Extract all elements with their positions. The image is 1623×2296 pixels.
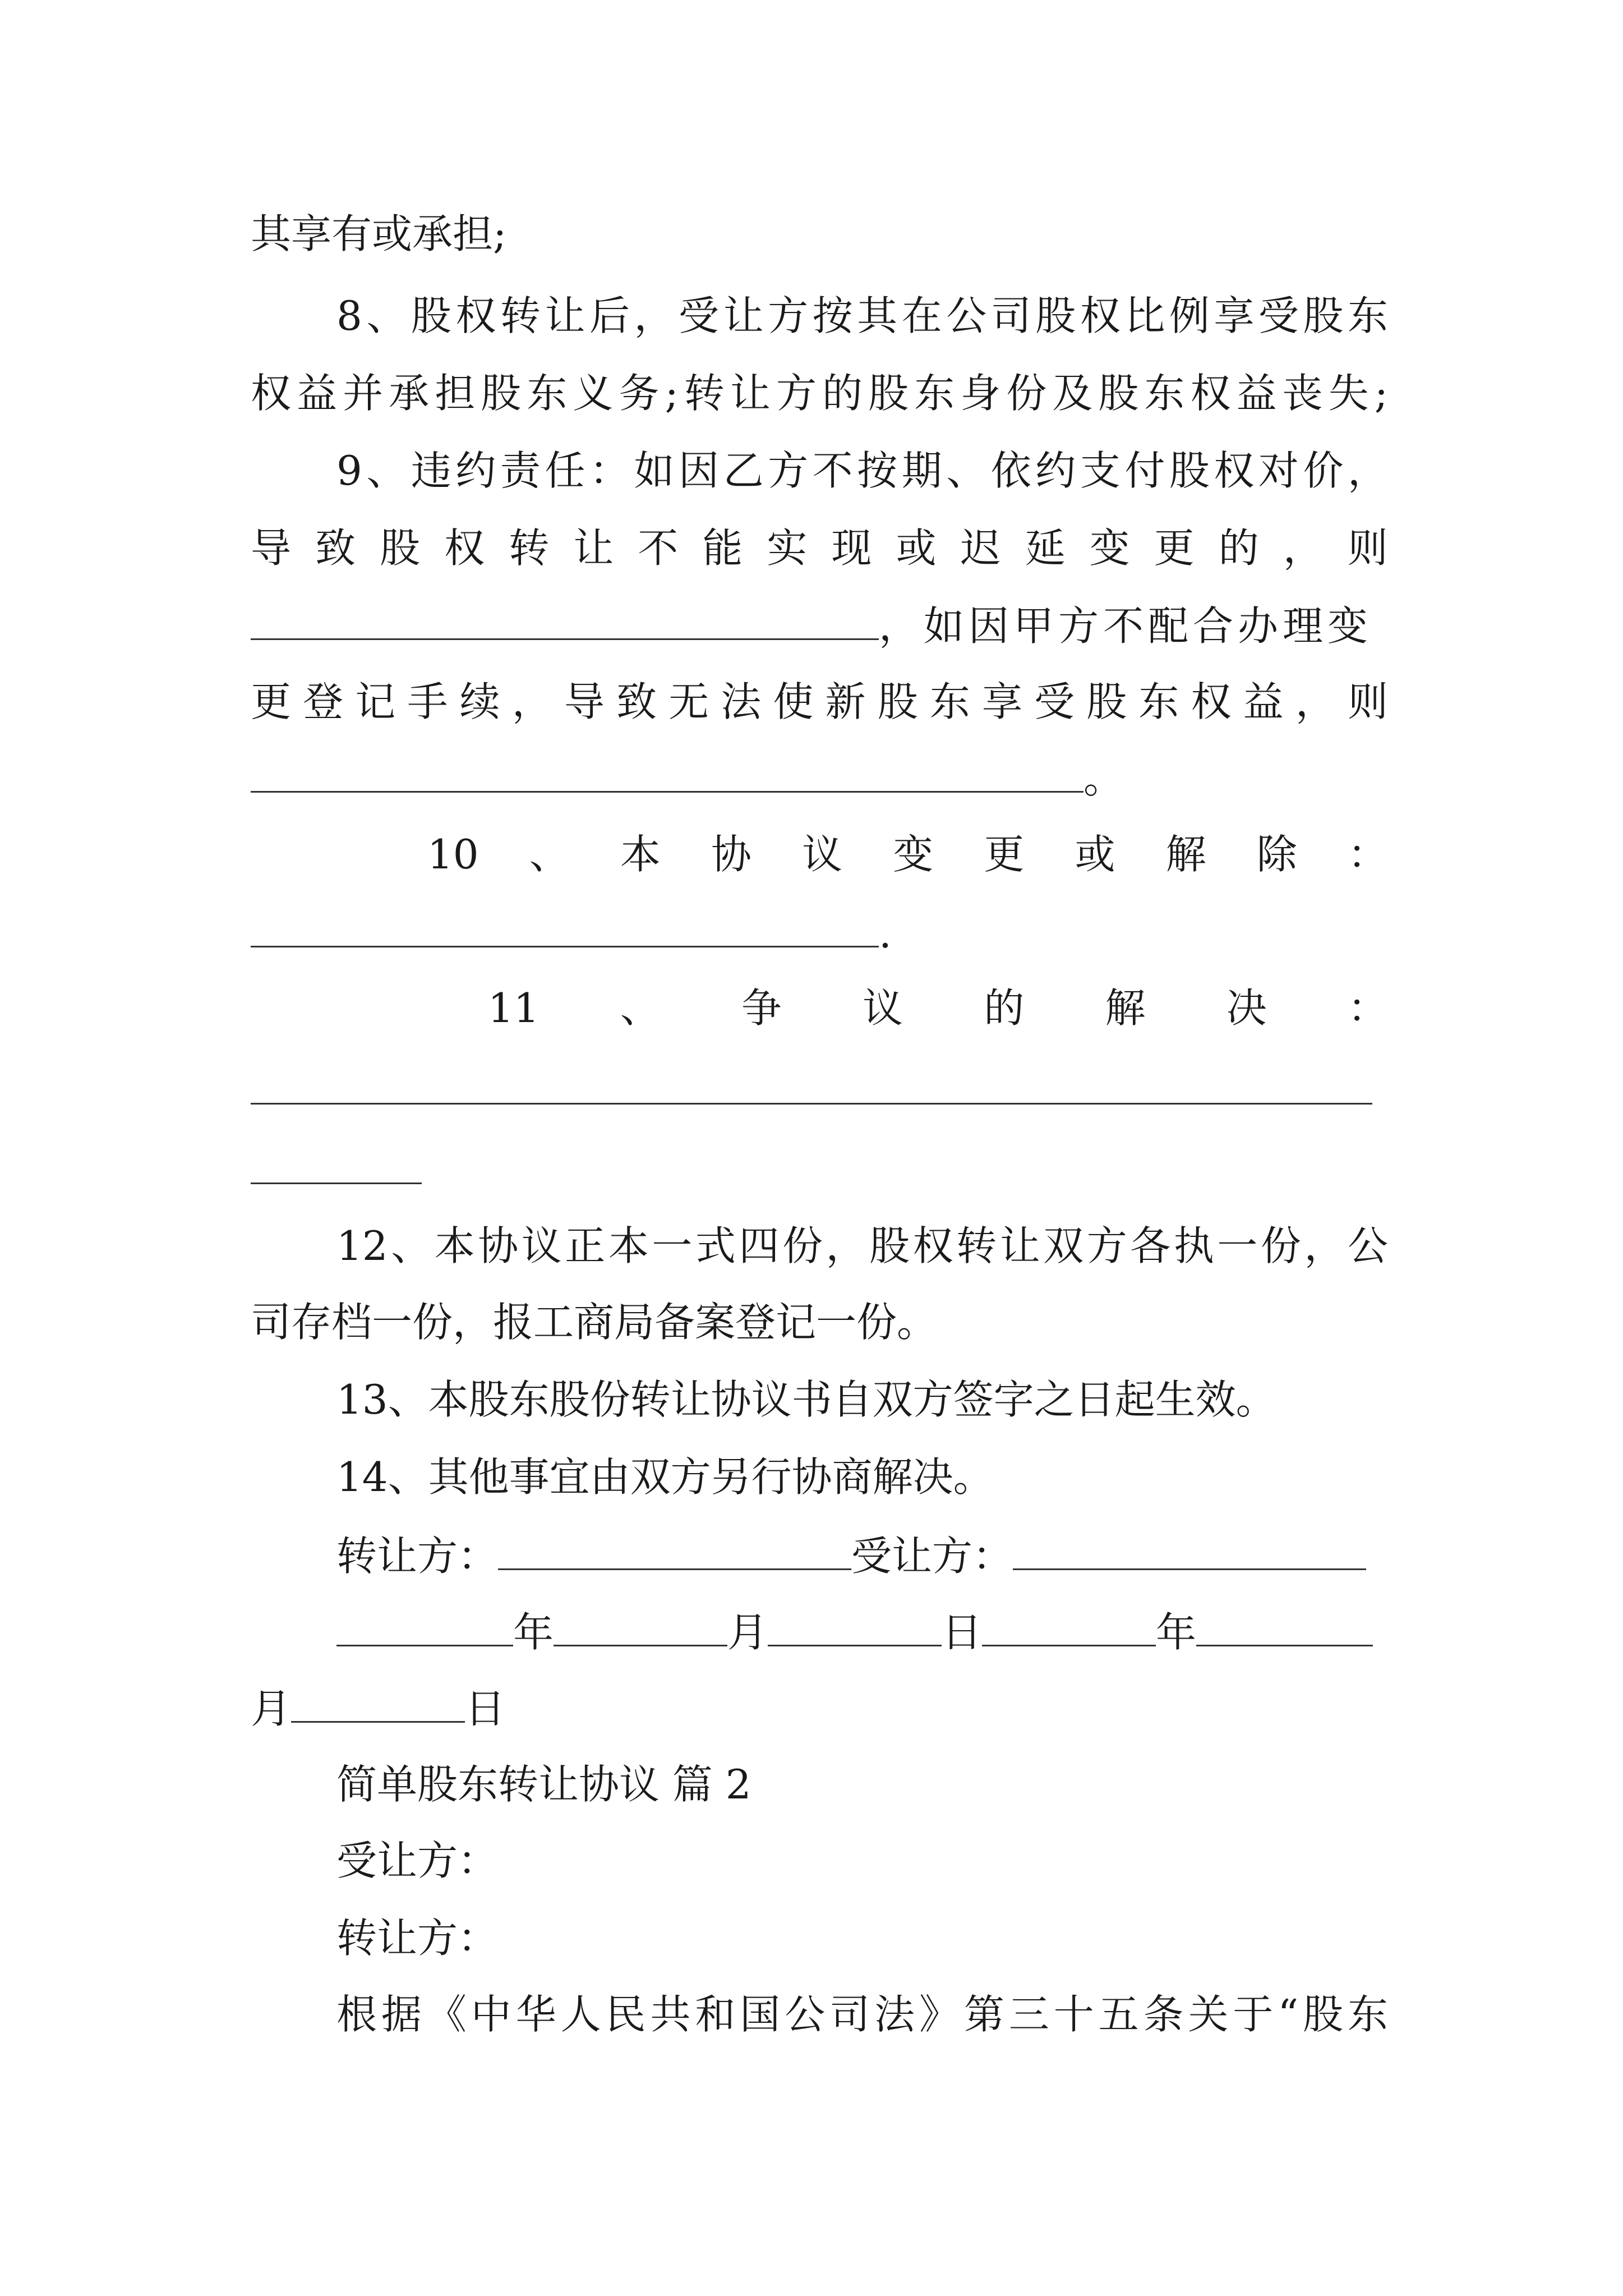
char: 解: [1165, 831, 1206, 878]
fill-in-blank[interactable]: [251, 599, 879, 640]
char: 或: [1075, 831, 1115, 878]
text-line: 其享有或承担;: [251, 210, 507, 257]
clause-9-line-2: [251, 523, 1388, 573]
char: 则: [1347, 678, 1388, 725]
char: 议: [863, 984, 903, 1032]
char: 股: [877, 678, 918, 725]
clause-9-line-1: 9、违约责任：如因乙方不按期、依约支付股权对价，: [336, 447, 1388, 494]
char: 转: [509, 524, 550, 572]
char: 的: [1218, 524, 1259, 572]
fill-in-blank-rule[interactable]: [251, 1182, 422, 1184]
month-blank[interactable]: [1196, 1605, 1373, 1646]
char: 登: [303, 678, 344, 725]
year-label: 年: [1156, 1609, 1197, 1656]
clause-8-line-1: 8、股权转让后，受让方按其在公司股权比例享受股东: [336, 292, 1388, 339]
preamble-line-1: 根据《中华人民共和国公司法》第三十五条关于“股东: [336, 1991, 1388, 2038]
char: 使: [773, 678, 814, 725]
char: 导: [251, 524, 292, 572]
char: 11: [488, 984, 540, 1032]
char: 更: [1154, 524, 1195, 572]
char: 更: [984, 831, 1025, 878]
clause-12-line-1: 12、本协议正本一式四份，股权转让双方各执一份，公: [336, 1222, 1388, 1269]
char: 法: [721, 678, 762, 725]
clause-9-line-5: [251, 752, 1388, 802]
day-label: 日: [942, 1609, 983, 1656]
year-blank[interactable]: [982, 1605, 1156, 1646]
month-label: 月: [727, 1609, 768, 1656]
day-label: 日: [465, 1685, 506, 1732]
char: 新: [825, 678, 866, 725]
char: ：: [1347, 831, 1388, 878]
char: 让: [573, 524, 614, 572]
char: 权: [444, 524, 485, 572]
char: 10: [427, 831, 479, 878]
clause-10-line-1: [427, 829, 1388, 880]
char: 实: [767, 524, 808, 572]
char: 的: [984, 984, 1025, 1032]
clause-9-line-4: [251, 677, 1388, 727]
year-label: 年: [513, 1609, 554, 1656]
char: 迟: [960, 524, 1001, 572]
fill-in-blank-rule[interactable]: [251, 1103, 1372, 1105]
char: 变: [893, 831, 934, 878]
party-transferor-label: 转让方：: [336, 1915, 499, 1962]
date-line-1: [336, 1605, 1388, 1656]
char: 致: [315, 524, 356, 572]
transferee-signature-blank[interactable]: [1013, 1529, 1366, 1570]
text-fragment: ，如因甲方不配合办理变: [879, 602, 1373, 650]
clause-11-line-1: [488, 983, 1388, 1033]
char: 东: [1138, 678, 1179, 725]
char: 享: [981, 678, 1022, 725]
date-line-2: [251, 1682, 1388, 1732]
char: 无: [668, 678, 709, 725]
char: 续: [459, 678, 500, 725]
fill-in-blank[interactable]: [251, 907, 879, 947]
year-blank[interactable]: [336, 1605, 513, 1646]
signature-line: [336, 1529, 1388, 1580]
text-fragment: 。: [1083, 755, 1124, 802]
char: 东: [929, 678, 970, 725]
char: 变: [1089, 524, 1130, 572]
char: 决: [1226, 984, 1267, 1032]
char: 更: [251, 678, 292, 725]
section-title: 简单股东转让协议 篇 2: [336, 1761, 751, 1808]
month-label: 月: [251, 1685, 292, 1732]
char: ，: [1283, 524, 1324, 572]
char: 、: [529, 831, 570, 878]
char: 权: [1191, 678, 1232, 725]
char: 议: [802, 831, 843, 878]
transferee-label: 受让方：: [851, 1533, 1013, 1580]
char: 则: [1347, 524, 1388, 572]
clause-13: 13、本股东股份转让协议书自双方签字之日起生效。: [336, 1376, 1276, 1423]
day-blank[interactable]: [291, 1682, 465, 1723]
text-fragment: .: [879, 910, 892, 957]
char: 股: [380, 524, 421, 572]
char: 致: [616, 678, 657, 725]
clause-10-line-2: [251, 907, 1388, 957]
day-blank[interactable]: [768, 1605, 942, 1646]
char: 解: [1105, 984, 1146, 1032]
party-transferee-label: 受让方：: [336, 1837, 499, 1884]
clause-9-line-3: [251, 599, 1388, 650]
char: 现: [831, 524, 872, 572]
char: ，: [1295, 678, 1336, 725]
char: ：: [1347, 984, 1388, 1032]
char: 股: [1086, 678, 1127, 725]
transferor-label: 转让方：: [336, 1533, 499, 1580]
char: 协: [711, 831, 751, 878]
fill-in-blank[interactable]: [251, 752, 1083, 793]
char: 本: [620, 831, 661, 878]
char: 益: [1243, 678, 1284, 725]
transferor-signature-blank[interactable]: [498, 1529, 851, 1570]
char: 导: [564, 678, 605, 725]
clause-14: 14、其他事宜由双方另行协商解决。: [336, 1453, 994, 1501]
char: 不: [638, 524, 679, 572]
clause-8-line-2: 权益并承担股东义务;转让方的股东身份及股东权益丧失;: [251, 370, 1388, 417]
char: 除: [1256, 831, 1297, 878]
char: 延: [1025, 524, 1066, 572]
char: 或: [896, 524, 937, 572]
char: ，: [511, 678, 552, 725]
char: 争: [741, 984, 782, 1032]
char: 手: [407, 678, 448, 725]
clause-12-line-2: 司存档一份，报工商局备案登记一份。: [251, 1299, 938, 1346]
char: 记: [355, 678, 396, 725]
char: 、: [620, 984, 661, 1032]
month-blank[interactable]: [554, 1605, 727, 1646]
char: 能: [702, 524, 743, 572]
char: 受: [1034, 678, 1075, 725]
